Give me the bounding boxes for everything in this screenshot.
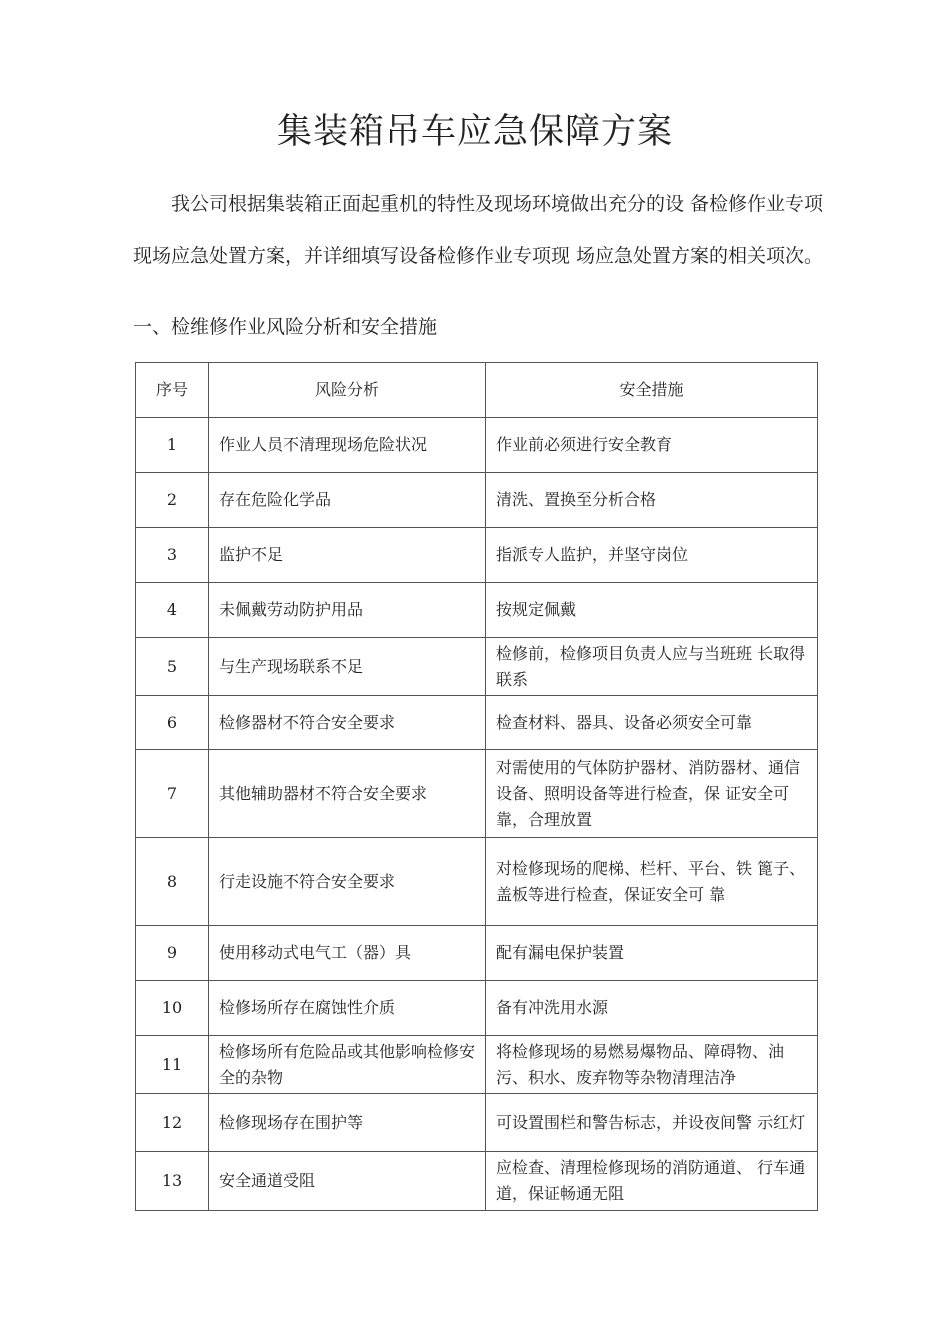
measure-cell: 作业前必须进行安全教育	[486, 418, 818, 473]
row-number: 2	[136, 473, 209, 528]
section-heading: 一、检维修作业风险分析和安全措施	[133, 316, 438, 338]
header-risk: 风险分析	[209, 363, 486, 418]
table-row	[136, 926, 818, 981]
row-number: 8	[136, 838, 209, 926]
measure-cell: 可设置围栏和警告标志，并设夜间警 示红灯	[486, 1094, 818, 1152]
measure-cell: 对检修现场的爬梯、栏杆、平台、铁 篦子、盖板等进行检查，保证安全可 靠	[486, 838, 818, 926]
row-number: 13	[136, 1152, 209, 1211]
table-row	[136, 750, 818, 838]
row-number: 6	[136, 696, 209, 750]
risk-analysis-table	[135, 362, 818, 1211]
row-number: 4	[136, 583, 209, 638]
risk-cell: 使用移动式电气工（器）具	[209, 926, 486, 981]
table-row	[136, 473, 818, 528]
measure-cell: 将检修现场的易燃易爆物品、障碍物、油污、积水、废弃物等杂物清理洁净	[486, 1036, 818, 1094]
risk-cell: 作业人员不清理现场危险状况	[209, 418, 486, 473]
risk-cell: 行走设施不符合安全要求	[209, 838, 486, 926]
table-row	[136, 418, 818, 473]
table-row	[136, 583, 818, 638]
table-row	[136, 1152, 818, 1211]
risk-cell: 存在危险化学品	[209, 473, 486, 528]
intro-paragraph: 我公司根据集装箱正面起重机的特性及现场环境做出充分的设 备检修作业专项现场应急处置方案，并详细填写设备检修作业专项现 场应急处置方案的相关项次。	[133, 193, 824, 267]
header-measure: 安全措施	[486, 363, 818, 418]
row-number: 9	[136, 926, 209, 981]
measure-cell: 检查材料、器具、设备必须安全可靠	[486, 696, 818, 750]
risk-cell: 未佩戴劳动防护用品	[209, 583, 486, 638]
risk-cell: 检修场所有危险品或其他影响检修安全的杂物	[209, 1036, 486, 1094]
measure-cell: 检修前，检修项目负责人应与当班班 长取得联系	[486, 638, 818, 696]
risk-cell: 其他辅助器材不符合安全要求	[209, 750, 486, 838]
table-row	[136, 1094, 818, 1152]
measure-cell: 按规定佩戴	[486, 583, 818, 638]
table-row	[136, 638, 818, 696]
table-row	[136, 981, 818, 1036]
risk-cell: 检修现场存在围护等	[209, 1094, 486, 1152]
risk-cell: 检修器材不符合安全要求	[209, 696, 486, 750]
measure-cell: 指派专人监护，并坚守岗位	[486, 528, 818, 583]
measure-cell: 应检查、清理检修现场的消防通道、 行车通道，保证畅通无阻	[486, 1152, 818, 1211]
table-row	[136, 696, 818, 750]
risk-cell: 与生产现场联系不足	[209, 638, 486, 696]
measure-cell: 备有冲洗用水源	[486, 981, 818, 1036]
row-number: 12	[136, 1094, 209, 1152]
row-number: 7	[136, 750, 209, 838]
row-number: 3	[136, 528, 209, 583]
row-number: 11	[136, 1036, 209, 1094]
row-number: 10	[136, 981, 209, 1036]
risk-cell: 监护不足	[209, 528, 486, 583]
measure-cell: 清洗、置换至分析合格	[486, 473, 818, 528]
header-number: 序号	[136, 363, 209, 418]
row-number: 5	[136, 638, 209, 696]
table-row	[136, 528, 818, 583]
measure-cell: 对需使用的气体防护器材、消防器材、通信设备、照明设备等进行检查，保 证安全可靠，合理放置	[486, 750, 818, 838]
table-row	[136, 838, 818, 926]
measure-cell: 配有漏电保护装置	[486, 926, 818, 981]
row-number: 1	[136, 418, 209, 473]
risk-cell: 安全通道受阻	[209, 1152, 486, 1211]
risk-cell: 检修场所存在腐蚀性介质	[209, 981, 486, 1036]
table-header-row	[136, 363, 818, 418]
table-row	[136, 1036, 818, 1094]
document-title: 集装箱吊车应急保障方案	[276, 112, 673, 152]
